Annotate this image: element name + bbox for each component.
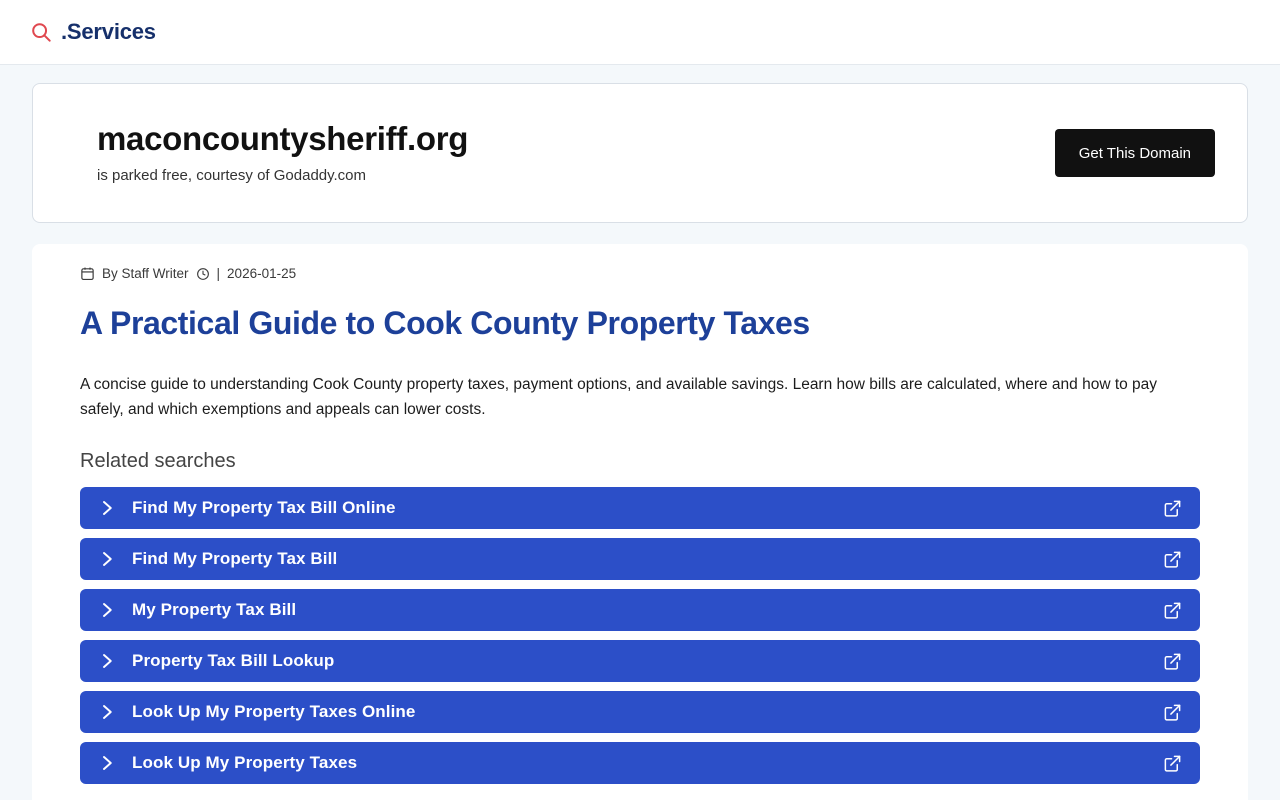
list-item[interactable] <box>80 691 1200 733</box>
external-link-icon <box>1163 703 1182 722</box>
list-item[interactable] <box>80 640 1200 682</box>
chevron-right-icon <box>98 550 116 568</box>
parked-subtitle: is parked free, courtesy of Godaddy.com <box>97 167 367 184</box>
parked-domain-info <box>97 122 468 184</box>
get-this-domain-button[interactable]: Get This Domain <box>1055 129 1215 177</box>
external-link-icon <box>1163 754 1182 773</box>
article-card <box>32 244 1248 800</box>
list-item[interactable] <box>80 487 1200 529</box>
external-link-icon <box>1163 652 1182 671</box>
list-item-label: My Property Tax Bill <box>132 600 297 620</box>
list-item[interactable] <box>80 589 1200 631</box>
chevron-right-icon <box>98 703 116 721</box>
list-item-label: Find My Property Tax Bill <box>132 549 338 569</box>
chevron-right-icon <box>98 601 116 619</box>
article-description: A concise guide to understanding Cook County property taxes, payment options, and available savings. Learn how bills are calculated, where and how to pay safely, and which exemptions and appeals can lower costs. <box>80 375 1158 418</box>
search-icon <box>30 21 52 43</box>
related-searches-list <box>80 487 1200 784</box>
byline-separator: | <box>216 266 221 281</box>
chevron-right-icon <box>98 652 116 670</box>
calendar-icon <box>80 266 95 281</box>
external-link-icon <box>1163 499 1182 518</box>
related-searches-heading: Related searches <box>80 450 236 473</box>
list-item[interactable] <box>80 742 1200 784</box>
external-link-icon <box>1163 601 1182 620</box>
list-item-label: Look Up My Property Taxes Online <box>132 702 416 722</box>
list-item-label: Property Tax Bill Lookup <box>132 651 335 671</box>
author-label: By Staff Writer <box>102 266 189 281</box>
top-bar <box>0 0 1280 65</box>
external-link-icon <box>1163 550 1182 569</box>
brand-logo[interactable] <box>30 19 156 45</box>
parked-domain-card <box>32 83 1248 223</box>
list-item-label: Look Up My Property Taxes <box>132 753 358 773</box>
brand-label: .Services <box>61 19 156 44</box>
page-title: A Practical Guide to Cook County Property Taxes <box>80 305 810 341</box>
byline <box>48 266 1216 281</box>
clock-icon <box>196 267 210 281</box>
publish-date: 2026-01-25 <box>227 266 297 281</box>
chevron-right-icon <box>98 754 116 772</box>
domain-name: maconcountysheriff.org <box>97 120 469 157</box>
chevron-right-icon <box>98 499 116 517</box>
list-item-label: Find My Property Tax Bill Online <box>132 498 396 518</box>
list-item[interactable] <box>80 538 1200 580</box>
